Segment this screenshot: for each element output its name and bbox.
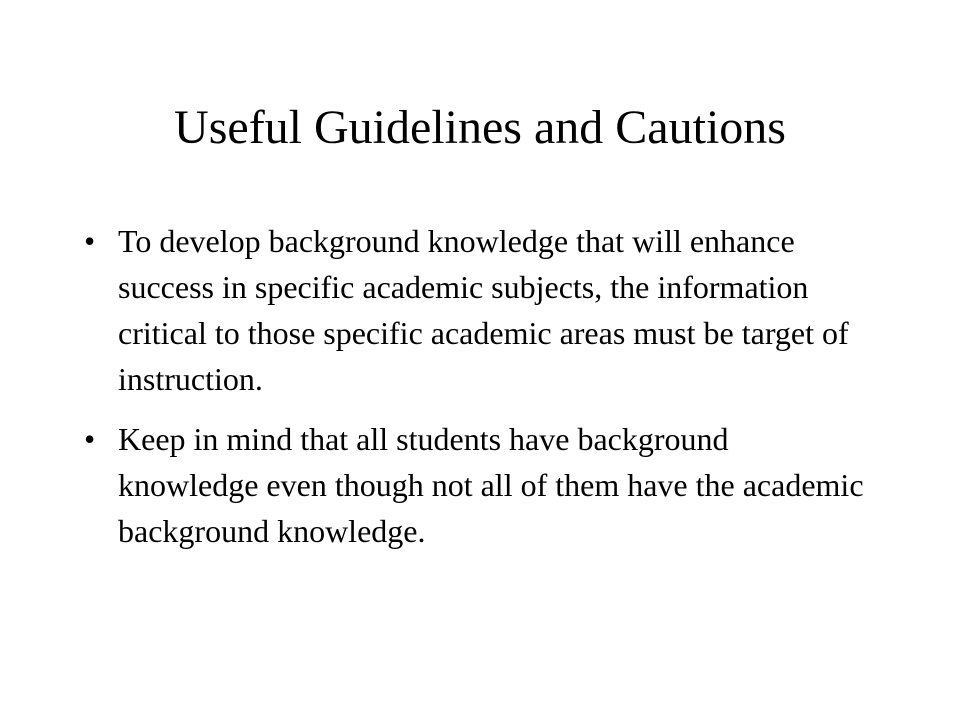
bullet-item [72, 416, 872, 554]
bullet-list [72, 218, 872, 568]
bullet-text: To develop background knowledge that will enhance success in specific academic subjects, the information critical to those specific academic areas must be target of instruction. [118, 223, 849, 397]
slide-title: Useful Guidelines and Cautions [174, 101, 786, 154]
bullet-item [72, 218, 872, 402]
bullet-icon: • [84, 223, 96, 259]
bullet-text: Keep in mind that all students have background knowledge even though not all of them have the academic background knowledge. [118, 421, 864, 549]
bullet-icon: • [84, 421, 96, 457]
